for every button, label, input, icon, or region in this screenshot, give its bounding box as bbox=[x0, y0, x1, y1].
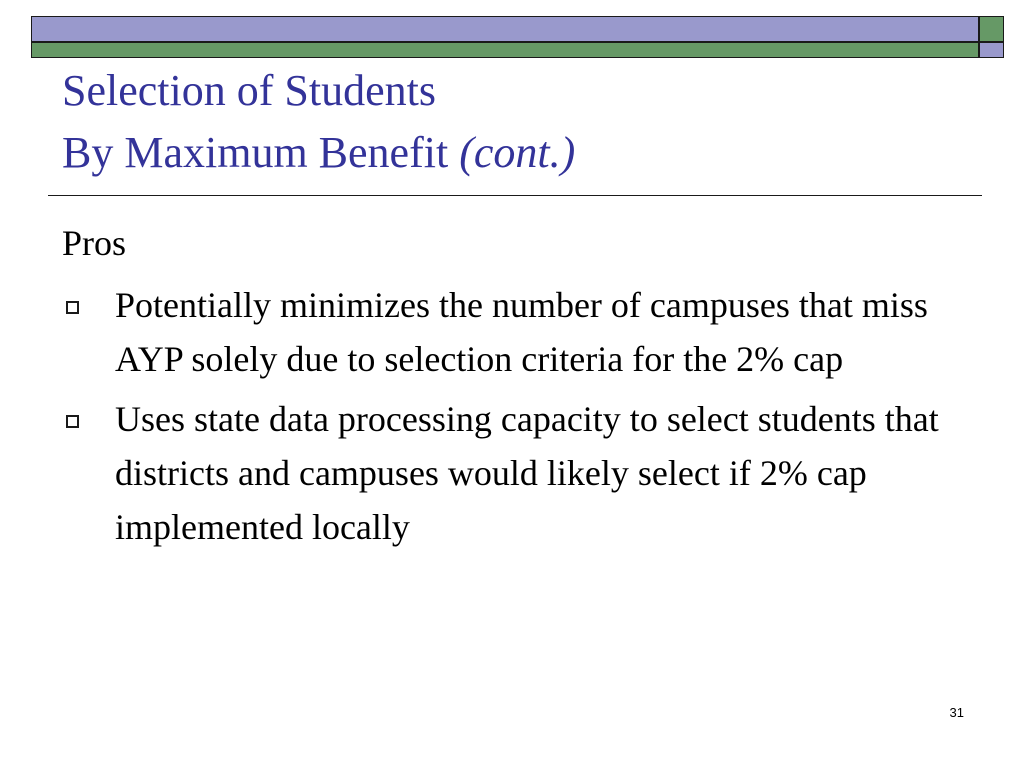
title-line-1: Selection of Students bbox=[62, 66, 436, 115]
title-line-2 bbox=[62, 122, 962, 184]
square-bullet-icon bbox=[66, 415, 79, 428]
header-bar-green bbox=[31, 42, 979, 58]
title-line-2-text: By Maximum Benefit bbox=[62, 128, 449, 177]
slide-title bbox=[62, 60, 962, 184]
page-number: 31 bbox=[949, 705, 964, 720]
title-divider bbox=[48, 195, 982, 196]
square-bullet-icon bbox=[66, 301, 79, 314]
header-bar-blue bbox=[31, 16, 979, 42]
bullet-text: Potentially minimizes the number of campuses that miss AYP solely due to selection criteria for the 2% cap bbox=[115, 285, 928, 379]
slide-body bbox=[62, 216, 962, 560]
title-cont: (cont.) bbox=[459, 128, 576, 177]
bullet-item bbox=[62, 278, 962, 386]
bullet-text: Uses state data processing capacity to select students that districts and campuses would likely select if 2% cap implemented locally bbox=[115, 399, 939, 547]
bullet-item bbox=[62, 392, 962, 554]
section-heading: Pros bbox=[62, 223, 127, 263]
bullet-list bbox=[62, 278, 962, 554]
header-square-blue bbox=[979, 42, 1004, 58]
header-square-green bbox=[979, 16, 1004, 42]
